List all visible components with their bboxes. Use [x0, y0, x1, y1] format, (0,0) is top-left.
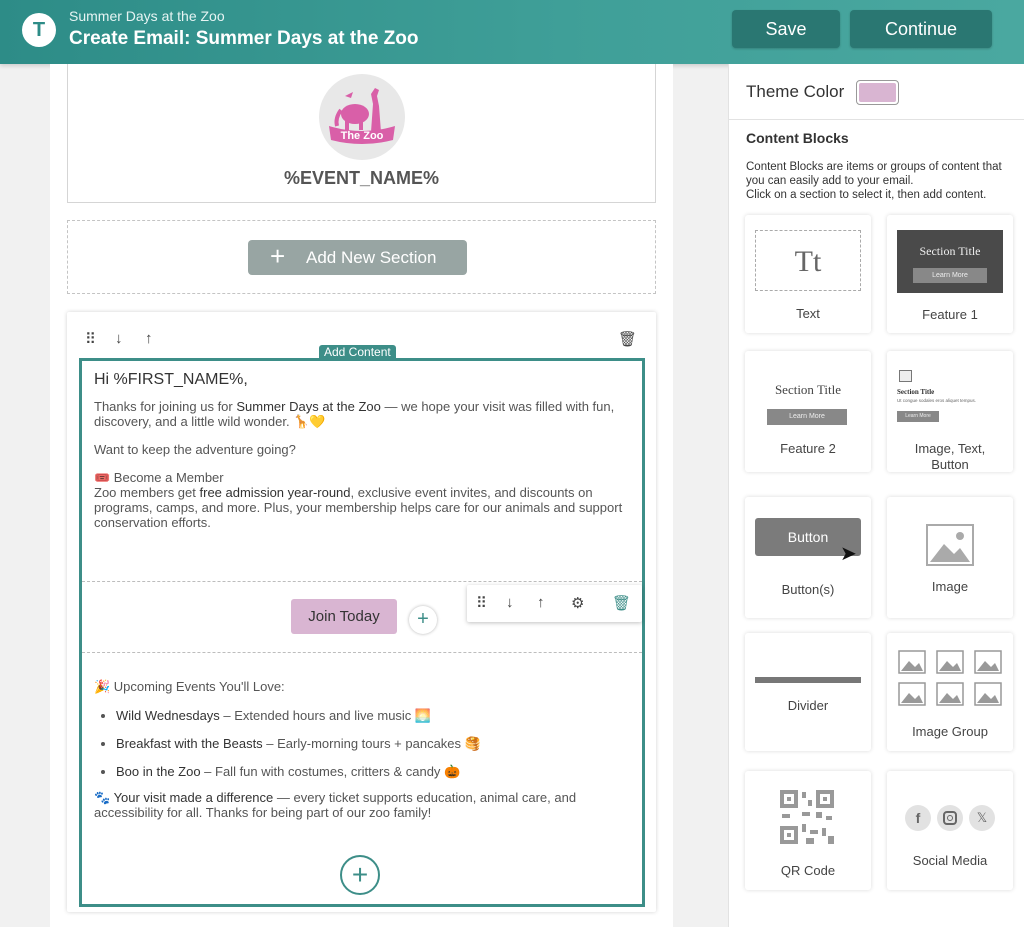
divider-preview [755, 677, 861, 683]
list-item: • Wild Wednesdays – Extended hours and live music 🌅 [116, 708, 481, 723]
preview-title: Section Title [774, 382, 842, 397]
content-area[interactable] [79, 358, 645, 907]
block-divider[interactable] [745, 633, 871, 751]
theme-color-swatch[interactable] [856, 80, 899, 105]
button-row[interactable] [82, 581, 642, 653]
join-today-button[interactable]: Join Today [291, 599, 397, 634]
events-list [116, 708, 481, 792]
preview-button: Learn More [767, 409, 847, 425]
intro-paragraph: Thanks for joining us for Summer Days at the Zoo — we hope your visit was filled with fun, discovery, and a little wild wonder. 🦒💛 [94, 399, 615, 429]
block-qr-code[interactable] [745, 771, 871, 890]
block-label: Button(s) [781, 582, 835, 597]
feature-1-preview [897, 230, 1003, 293]
list-item: • Breakfast with the Beasts – Early-morning tours + pancakes 🥞 [116, 736, 481, 751]
block-buttons[interactable] [745, 497, 871, 618]
list-item: • Boo in the Zoo – Fall fun with costumes, critters & candy 🎃 [116, 764, 481, 779]
email-section[interactable] [67, 312, 656, 912]
save-button[interactable]: Save [732, 10, 840, 48]
block-feature-1[interactable] [887, 215, 1013, 333]
zoo-logo [319, 74, 405, 160]
block-toolbar [467, 585, 642, 622]
block-label: Feature 2 [780, 441, 836, 456]
page-title: Create Email: Summer Days at the Zoo [69, 28, 419, 49]
email-canvas [50, 64, 673, 927]
block-text[interactable] [745, 215, 871, 333]
preview-body: Ut congue sodales eros aliquet tempus. [897, 398, 977, 403]
app-logo: T [22, 13, 56, 47]
content-blocks-description: Content Blocks are items or groups of content that you can easily add to your email. Click on a section to select it, then add content. [746, 161, 1002, 201]
block-label: Image Group [912, 724, 988, 739]
events-heading: 🎉 Upcoming Events You'll Love: [94, 679, 285, 694]
image-icon [899, 370, 912, 382]
block-social-media[interactable] [887, 771, 1013, 890]
theme-color-label: Theme Color [746, 82, 845, 101]
image-group-icon [897, 649, 1003, 709]
drag-handle-icon[interactable]: ⠿ [476, 595, 487, 612]
continue-button[interactable]: Continue [850, 10, 992, 48]
instagram-icon [937, 805, 963, 831]
trash-icon[interactable]: 🗑 [618, 331, 638, 348]
preview-button: Learn More [913, 268, 987, 283]
add-new-section-button[interactable] [248, 240, 467, 275]
content-blocks-panel [728, 64, 1024, 927]
block-label: Image [931, 579, 969, 594]
member-paragraph: Zoo members get free admission year-round, exclusive event invites, and discounts on programs, camps, and more. Plus, your membership helps care for our animals and support conservation efforts. [94, 485, 623, 530]
block-label: Divider [787, 698, 829, 713]
question-text: Want to keep the adventure going? [94, 442, 296, 457]
preview-title: Section Title [897, 388, 935, 396]
event-name: %EVENT_NAME% [283, 168, 440, 188]
preview-button: Learn More [897, 411, 939, 422]
add-button-icon[interactable]: + [409, 606, 437, 634]
block-feature-2[interactable] [745, 351, 871, 472]
add-section-zone [67, 220, 656, 294]
button-preview: Button [755, 518, 861, 556]
drag-handle-icon[interactable]: ⠿ [85, 331, 96, 348]
block-label: QR Code [780, 863, 836, 878]
add-content-tag[interactable]: Add Content [319, 345, 396, 359]
block-label: Social Media [912, 853, 988, 868]
top-bar [0, 0, 1024, 64]
mouse-cursor-icon: ➤ [840, 543, 857, 565]
closing-paragraph: 🐾 Your visit made a difference — every ticket supports education, animal care, and accessibility for all. Thanks for being part of our zoo family! [94, 790, 577, 820]
move-down-icon[interactable]: ↓ [506, 594, 514, 611]
member-heading: 🎟️ Become a Member [94, 470, 224, 485]
block-image[interactable] [887, 497, 1013, 618]
block-image-text-button[interactable] [887, 351, 1013, 472]
facebook-icon: f [905, 805, 931, 831]
preview-title: Section Title [919, 244, 981, 258]
add-new-section-label: Add New Section [306, 248, 437, 267]
image-placeholder-icon [926, 524, 974, 566]
block-label: Image, Text, Button [914, 441, 986, 472]
gear-icon[interactable]: ⚙ [571, 595, 585, 612]
greeting-text: Hi %FIRST_NAME%, [94, 371, 248, 388]
move-up-icon[interactable]: ↑ [145, 330, 153, 347]
move-down-icon[interactable]: ↓ [115, 330, 123, 347]
email-subtitle: Summer Days at the Zoo [69, 8, 225, 24]
x-icon: 𝕏 [969, 805, 995, 831]
theme-row [729, 64, 1024, 120]
block-image-group[interactable] [887, 633, 1013, 751]
zoo-logo-text: The Zoo [340, 130, 384, 142]
block-label: Text [796, 306, 820, 321]
content-blocks-title: Content Blocks [746, 130, 849, 146]
text-block-preview: Tt [755, 230, 861, 291]
plus-icon: + [270, 241, 286, 271]
move-up-icon[interactable]: ↑ [537, 594, 545, 611]
add-content-plus-icon[interactable]: + [340, 855, 380, 895]
trash-icon[interactable]: 🗑 [612, 595, 632, 612]
block-label: Feature 1 [922, 307, 978, 322]
hero-section[interactable] [67, 64, 656, 203]
qr-code-icon [780, 790, 834, 844]
